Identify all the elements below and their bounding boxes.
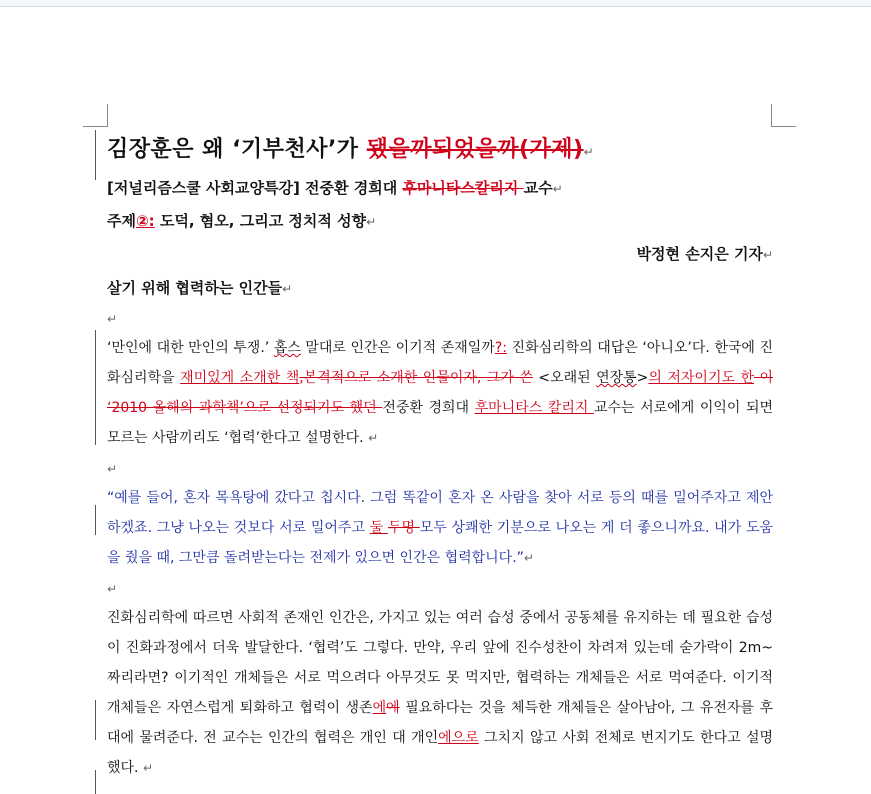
article-title (107, 128, 773, 172)
page-corner-mark-right (771, 104, 796, 127)
body-paragraph-1 (107, 333, 773, 453)
paragraph-mark: ↵ (107, 462, 118, 476)
para3-inserted-text: 에으로 (438, 730, 479, 746)
empty-paragraph (107, 573, 773, 603)
byline-text: 박정현 손지은 기자 (636, 245, 763, 263)
para1-text: 교수는 서로에게 이익이 되면 모르는 사람끼리도 ‘협력’한다고 설명한다. (107, 400, 774, 446)
para1-inserted-text: 재미있게 소개한 책 (180, 370, 300, 386)
title-deleted-text: 됐을까되었을까(가제) (366, 137, 584, 162)
para1-text: ‘만인에 대한 만인의 투쟁.’ (107, 340, 274, 356)
section-heading (107, 273, 773, 303)
section-heading-text: 살기 위해 협력하는 인간들 (107, 279, 283, 297)
paragraph-mark: ↵ (552, 182, 563, 196)
para1-deleted-text: 이 ‘2010 올해의 과학책’으로 선정되기도 했던 (107, 370, 773, 416)
para3-deleted-text: 에 (386, 700, 400, 716)
para1-text: 전중환 경희대 (382, 400, 475, 416)
document-page[interactable] (107, 128, 773, 783)
empty-paragraph (107, 453, 773, 483)
quote-text: “예를 들어, 혼자 목욕탕에 갔다고 칩시다. 그럼 똑같이 혼자 온 사람을 찾아 서로 등의 때를 밀어주자고 제안하겠죠. 그냥 나오는 것보다 서로 밀어주고 (107, 490, 773, 536)
para3-inserted-text: 에 (372, 700, 387, 716)
para3-text: 진화심리학에 따르면 사회적 존재인 인간은, 가지고 있는 여러 습성 중에서 공동체를 유지하는 데 필요한 습성이 진화과정에서 더욱 발달한다. ‘협력’도 그렇다. 만약, 우리 앞에 진수성찬이 차려져 있는데 숟가락이 2m~짜리라면? 이기적인 개체들은 서로 먹으려다 아무것도 못 먹지만, 협력하는 개체들은 서로 먹여준다. 이기적 개체들은 자연스럽게 퇴화하고 협력이 생존 (107, 610, 773, 716)
para1-spellcheck-word: 연장통 (596, 370, 637, 386)
subtitle-text: [저널리즘스쿨 사회교양특강] 전중환 경희대 (107, 179, 403, 197)
topic-inserted-text: ②: (135, 212, 155, 230)
para1-deleted-text: ,본격적으로 소개한 인물이자, 그가 쓴 (299, 370, 533, 386)
paragraph-mark: ↵ (107, 312, 118, 326)
change-bar (95, 770, 96, 794)
paragraph-mark: ↵ (368, 431, 379, 445)
paragraph-mark: ↵ (762, 248, 773, 262)
topic-text: 도덕, 혐오, 그리고 정치적 성향 (154, 212, 367, 230)
body-paragraph-quote (107, 483, 773, 573)
paragraph-mark: ↵ (282, 282, 293, 296)
body-paragraph-3 (107, 603, 773, 783)
subtitle-deleted-text: 후마니타스칼리지 (402, 179, 524, 197)
title-text: 김장훈은 왜 ‘기부천사’가 (107, 137, 367, 162)
para1-text: 말대로 인간은 이기적 존재일까 (300, 340, 495, 356)
para3-text: 그치지 않고 사회 전체로 번지기도 한다고 설명했다. (107, 730, 773, 776)
topic-line (107, 205, 773, 238)
change-bar (95, 700, 96, 740)
para1-text: > (636, 370, 649, 386)
quote-inserted-text: 둘 (369, 520, 388, 536)
subtitle-line (107, 172, 773, 205)
paragraph-mark: ↵ (583, 145, 595, 159)
para1-spellcheck-word: 홉스 (273, 340, 301, 356)
window-top-edge (0, 0, 871, 7)
para1-text: 진화심리학의 대답은 ‘아니오’다. 한국에 진화심리학을 (107, 340, 773, 386)
change-bar (95, 330, 96, 445)
paragraph-mark: ↵ (142, 761, 154, 775)
byline (107, 238, 773, 271)
para1-inserted-text: 후마니타스 칼리지 (474, 400, 594, 416)
para1-inserted-text: ?: (494, 340, 507, 356)
paragraph-mark: ↵ (107, 582, 118, 596)
quote-deleted-text: 두명 (387, 520, 420, 536)
topic-label: 주제 (107, 212, 136, 230)
quote-text: 모두 상쾌한 기분으로 나오는 게 더 좋으니까요. 내가 도움을 줬을 때, 그만큼 돌려받는다는 전제가 있으면 인간은 협력합니다.” (107, 520, 773, 566)
change-bar (95, 505, 96, 535)
subtitle-text-end: 교수 (523, 179, 553, 197)
para1-inserted-text: 의 저자이기도 한 (648, 370, 754, 386)
para1-text: <오래된 (532, 370, 597, 386)
para3-text: 필요하다는 것을 체득한 개체들은 살아남아, 그 유전자를 후대에 물려준다. 전 교수는 인간의 협력은 개인 대 개인 (107, 700, 773, 746)
page-corner-mark-left (83, 104, 108, 127)
change-bar (95, 130, 96, 180)
paragraph-mark: ↵ (523, 551, 534, 565)
paragraph-mark: ↵ (366, 215, 377, 229)
empty-paragraph (107, 303, 773, 333)
